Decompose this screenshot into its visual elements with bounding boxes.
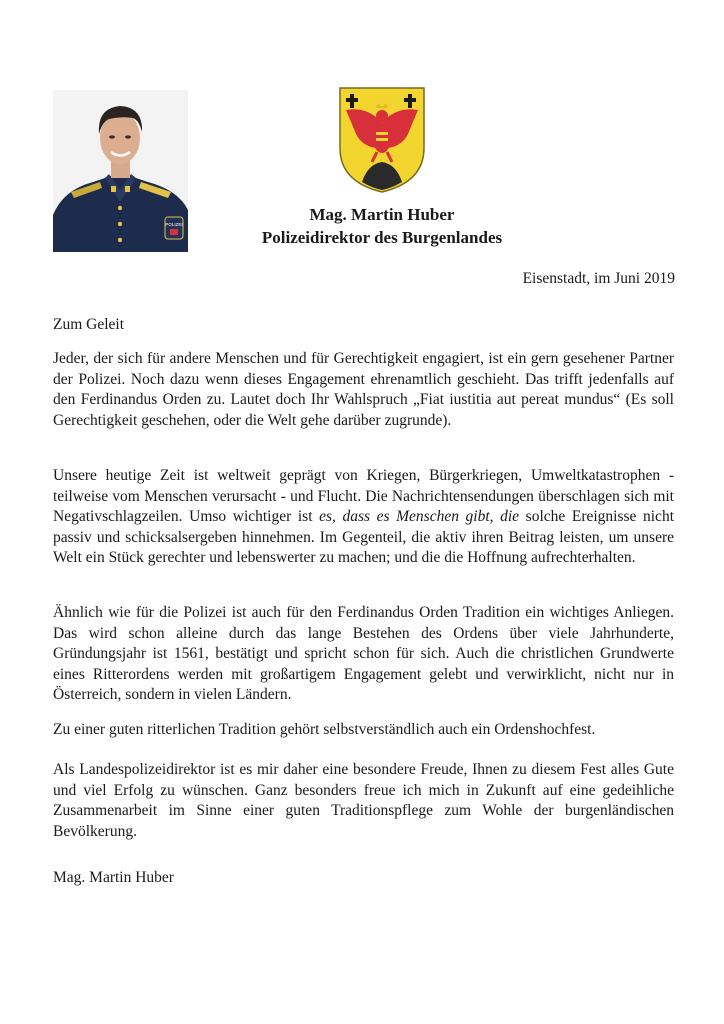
paragraph-5: Als Landespolizeidirektor ist es mir daher eine besondere Freude, Ihnen zu diesem Fest alles Gute und viel Erfolg zu wünschen. Ganz besonders freue ich mich in Zukunft auf eine gedeihliche Zusammenarbeit im Sinne einer guten Traditionspflege zum Wohle der burgenländischen Bevölkerung. [53,761,674,840]
paragraph-4: Zu einer guten ritterlichen Tradition gehört selbstverständlich auch ein Ordenshochfest. [53,721,596,738]
date-line: Eisenstadt, im Juni 2019 [522,270,675,287]
paragraph-2-italic-text: es, dass es Menschen gibt, die [319,508,520,525]
paragraph-2 [53,466,674,569]
author-title-heading: Polizeidirektor des Burgenlandes [261,228,503,247]
paragraph-3: Ähnlich wie für die Polizei ist auch für den Ferdinandus Orden Tradition ein wichtiges Anliegen. Das wird schon alleine durch das lange Bestehen des Ordens über viele Jahrhunderte, Gründungsjahr ist 1561, bestätigt und spricht schon für sich. Auch die christlichen Grundwerte eines Ritterordens werden mit großartigem Engagement gelebt und verwirklicht, nicht nur in Österreich, sondern in vielen Ländern. [53,604,674,703]
photo-badge-text: POLIZEI [165,222,183,227]
signature-name: Mag. Martin Huber [53,869,174,886]
paragraph-2-text-a: Unsere heutige Zeit ist weltweit geprägt von Kriegen, Bürgerkriegen, Umweltkatastrophen - teilweise vom Menschen verursacht - und Flucht. Die Nachrichtensendungen überschlagen sich mit Negativschlagzeilen. Umso wichtiger ist [53,467,674,525]
portrait-image [53,90,188,252]
salutation: Zum Geleit [53,316,125,333]
paragraph-1: Jeder, der sich für andere Menschen und für Gerechtigkeit engagiert, ist ein gern gesehener Partner der Polizei. Noch dazu wenn dieses Engagement ehrenamtlich geschieht. Das trifft jedenfalls auf den Ferdinandus Orden zu. Lautet doch Ihr Wahlspruch „Fiat iustitia aut pereat mundus“ (Es soll Gerechtigkeit geschehen, oder die Welt gehe darüber zugrunde). [53,350,674,429]
burgenland-crest-icon [338,86,426,194]
author-name-heading: Mag. Martin Huber [309,205,455,224]
paragraph-2-text-c: solche Ereignisse nicht passiv und schicksalsergeben hinnehmen. Im Gegenteil, die aktiv ihren Beitrag leisten, um unsere Welt ein Stück gerechter und lebenswerter zu machen; und die die Hoffnung aufrechterhalten. [53,508,674,566]
portrait-photo [53,90,188,252]
